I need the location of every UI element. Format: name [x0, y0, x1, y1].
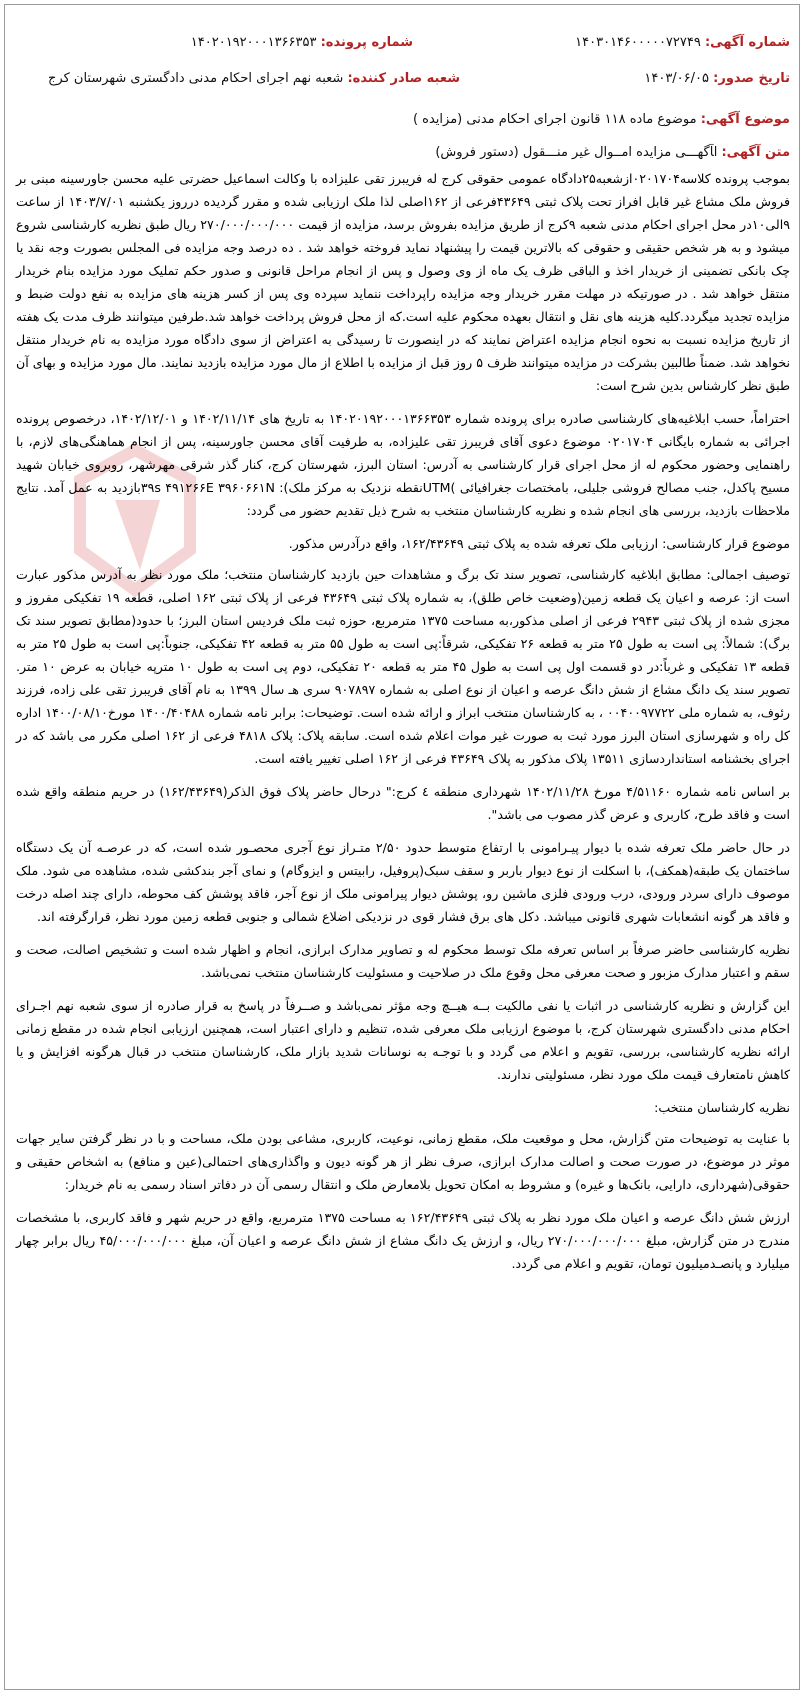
subject: موضوع ماده ۱۱۸ قانون اجرای احکام مدنی (مزایده ): [412, 112, 697, 127]
paragraph-opinion-heading: نظریه کارشناسان منتخب:: [654, 1100, 790, 1115]
paragraph-description: توصیف اجمالی: مطابق ابلاغیه کارشناسی، تصویر سند تک برگ و مشاهدات حین بازدید کارشناسان منتخب؛ ملک مورد نظر به آدرس مذکور عبارت است از: عرصه و اعیان یک قطعه زمین(وضعیت خاص طلق)، به شماره پلاک ثبتی ۴۳۶۴۹ فرعی از پلاک ثبتی ۱۶۲ اصلی، قطعه ۱۹ تفکیکی مفروز و مجزی شده از پلاک ثبتی ۲۹۴۳ فرعی از اصلی مذکور،به مساحت ۱۳۷۵ مترمربع، حوزه ثبت ملک فردیس استان البرز؛ با حدود(مطابق تصویر سند تک برگ): شمالاً: پی است به طول ۲۵ متر به قطعه ۲۶ تفکیکی، شرقاً:پی است به طول ۵۵ متر به قطعه ۴۲ تفکیکی، جنوباً:پی است به طول ۲۵ متر به قطعه ۱۳ تفکیکی و غرباً:در دو قسمت اول پی است به طول ۴۵ متر به قطعه ۲۰ تفکیکی، دوم پی است به طول ۱۰ مترپه خیابان به عرض ۱۰ متر. تصویر سند یک دانگ مشاع از شش دانگ عرصه و اعیان از نوع اصلی به شماره ۹۰۷۸۹۷ سری هـ سال ۱۳۹۹ به نام آقای فریبرز تقی علی زاده، فرزند رئوف، به شماره ملی ۰۰۴۰۰۹۷۷۲۲ ، به کارشناسان منتخب ابراز و ارائه شده است. توضیحات: برابر نامه شماره ۱۴۰۰/۴۰۴۸۸ مورخ۱۴۰۰/۰۸/۱۰ اداره کل راه و شهرسازی استان البرز مورد ثبت به صورت غیر موات اعلام شده است. سابقه پلاک: پلاک ۴۸۱۸ فرعی از ۱۶۲ اصلی مکرر می باشد که در اجرای بخشنامه استانداردسازی ۱۳۵۱۱ پلاک مذکور به پلاک ۴۳۶۴۹ فرعی از ۱۶۲ اصلی تغییر یافته است.: [16, 567, 791, 766]
text-title: اﺂگهـــی مزایده امــوال غیر منـــقول (دستور فروش): [435, 145, 718, 160]
paragraph-building: در حال حاضر ملک تعرفه شده با دیوار پیـرامونی با ارتفاع متوسط حدود ۲/۵۰ متـراز نوع آجری محصـور شده است، که در عرصـه آن یک دستگاه ساختمان یک طبقه(همکف)، با اسکلت از نوع دیوار باربر و سقف سبک(پروفیل، رابیتس و ایزوگام) و نمای آجر بندکشی شده، مشاهده می شود. ملک موصوف دارای سردر ورودی، درب ورودی فلزی ماشین رو، پوشش دیوار پیرامونی ملک از نوع آجر، فاقد پوشش کف محوطه، دارای چند اصله درخت و فاقد هر گونه انشعابات شهری قانونی میباشد. دکل های برق فشار قوی در نزدیکی اضلاع شمالی و جنوبی قطعه زمین مورد نظر، قرارگرفته اند.: [16, 840, 790, 924]
issue-date: ۱۴۰۳/۰۶/۰۵: [644, 71, 709, 86]
paragraph-municipality: بر اساس نامه شماره ۴/۵۱۱۶۰ مورخ ۱۴۰۲/۱۱/۲۸ شهرداری منطقه ٤ کرج:" درحال حاضر پلاک فوق الذکر(۱۶۲/۴۳۶۴۹) در حریم منطقه واقع شده است و فاقد طرح، کاربری و عرض گذر مصوب می باشد".: [16, 784, 790, 822]
issuer: شعبه نهم اجرای احکام مدنی دادگستری شهرستان کرج: [48, 71, 344, 86]
case-number-label: شماره پرونده:: [320, 35, 413, 50]
paragraph-expert-visit: احتراماً، حسب ابلاغیه‌های کارشناسی صادره برای پرونده شماره ۱۴۰۲۰۱۹۲۰۰۰۱۳۶۶۳۵۳ به تاریخ های ۱۴۰۲/۱۱/۱۴ و ۱۴۰۲/۱۲/۰۱، درخصوص پرونده اجرائی به شماره بایگانی ۰۲۰۱۷۰۴ موضوع دعوی آقای فریبرز تقی علیزاده، به طرفیت آقای محسن جاورسینه، پس از انجام هماهنگی‌های لازم، با راهنمایی وحضور محکوم له از محل اجرای قرار کارشناسی به آدرس: استان البرز، شهرستان کرج، کنار گذر شرقی مهرشهر، روبروی خیابان شهید مسیح پاکدل، جنب مصالح فروشی جلیلی، بامختصات جغرافیائی )UTMنقطه نزدیک به مرکز ملک): ۳۹s ۴۹۱۲۶۶E ۳۹۶۰۶۶۱Nبازدید به عمل آمد. نتایج ملاحظات بازدید، بررسی های انجام شده و نظریه کارشناسان منتخب به شرح ذیل تقدیم حضور می گردد:: [16, 411, 791, 518]
issuer-row: [48, 70, 460, 88]
subject-label: موضوع آگهی:: [700, 112, 790, 127]
paragraph-subject: موضوع قرار کارشناسی: ارزیابی ملک تعرفه شده به پلاک ثبتی ۱۶۲/۴۳۶۴۹، واقع درآدرس مذکور.: [288, 536, 790, 551]
text-label: متن آگهی:: [721, 145, 790, 160]
ad-body: [16, 167, 790, 1285]
ad-number-row: [575, 34, 790, 52]
case-number: ۱۴۰۲۰۱۹۲۰۰۰۱۳۶۶۳۵۳: [190, 35, 317, 50]
paragraph-validity: این گزارش و نظریه کارشناسی در اثبات یا نفی مالکیت بــه هیــچ وجه مؤثر نمی‌باشد و صــرفاً در پاسخ به قرار صادره از سوی شعبه نهم اجـرای احکام مدنی دادگستری شهرستان کرج، با موضوع ارزیابی ملک معرفی شده، تنظیم و دارای اعتبار است، همچنین ارزیابی انجام شده در مقطع زمانی ارائه نظریه کارشناسی، بررسی، تقویم و اعلام می گردد و با توجـه به نوسانات شدید بازار ملک، کارشناسان منتخب در قبال هرگونه افزایش و یا کاهش نامتعارف قیمت ملک مورد نظر، مسئولیتی ندارند.: [16, 998, 790, 1082]
subject-row: [413, 111, 790, 129]
case-number-row: [191, 34, 413, 52]
paragraph-valuation: ارزش شش دانگ عرصه و اعیان ملک مورد نظر به پلاک ثبتی ۱۶۲/۴۳۶۴۹ به مساحت ۱۳۷۵ مترمربع، واقع در حریم شهر و فاقد کاربری، با مشخصات مندرج در متن گزارش، مبلغ ۲۷۰/۰۰۰/۰۰۰/۰۰۰ ریال، و ارزش یک دانگ مشاع از شش دانگ عرصه و اعیان آن، مبلغ ۴۵/۰۰۰/۰۰۰/۰۰۰ ریال برابر چهار میلیارد و پانصـدمیلیون تومان، تقویم و اعلام می گردد.: [16, 1210, 790, 1271]
paragraph-opinion-conditions: با عنایت به توضیحات متن گزارش، محل و موقعیت ملک، مقطع زمانی، نوعیت، کاربری، مشاعی بودن ملک، مساحت و با در نظر گرفتن سایر جهات موثر در موضوع، در صورت صحت و اصالت مدارک ابرازی، صرف نظر از هر گونه دیون و واگذاری‌های احتمالی(عین و منافع) به اشخاص حقیقی و حقوقی(شهرداری، دارایی، بانک‌ها و غیره) و مشروط به امکان تحویل بلامعارض ملک و انتقال رسمی آن در دفاتر اسناد رسمی به نام خریدار:: [16, 1131, 790, 1192]
paragraph-auction-terms: بموجب پرونده کلاسه۰۲۰۱۷۰۴ازشعبه۲۵دادگاه عمومی حقوقی کرج له فریبرز تقی علیزاده با وکالت اسماعیل حضرتی علیه محسن جاورسینه مبنی بر فروش ملک مشاع غیر قابل افراز تحت پلاک ثبتی ۴۳۶۴۹فرعی از ۱۶۲اصلی لذا ملک ارزیابی شده و مقرر گردیده درروز یکشنبه ۱۴۰۳/۷/۰۱ از ساعت ۹الی۱۰در محل اجرای احکام مدنی شعبه ۹کرج از طریق مزایده بفروش برسد، مزایده از قیمت ۲۷۰/۰۰۰/۰۰۰/۰۰۰ ریال طبق نظریه کارشناسی شروع میشود و به هر شخص حقیقی و حقوقی که بالاترین قیمت را پیشنهاد نماید فروخته خواهد شد . ده درصد وجه مزایده فی المجلس بصورت وجه نقد یا چک بانکی تضمینی از خریدار اخذ و الباقی ظرف یک ماه از وی وصول و پس از انجام مراحل قانونی و صدور حکم تملیک مورد مزایده بنام خریدار منتقل خواهد شد . در صورتیکه در مهلت مقرر خریدار وجه مزایده راپرداخت ننماید سپرده وی پس از کسر هزینه های مزایده به نفع دولت ضبط و مزایده تجدید میگردد.کلیه هزینه های نقل و انتقال بعهده محکوم علیه است.که از محل فروش پرداخت خواهد شد.طرفین میتوانند ظرف مدت یک هفته از تاریخ مزایده نسبت به نحوه انجام مزایده اعتراض نمایند که در اینصورت تا رسیدگی به اعتراض از سوی دادگاه مورد مزایده به نام خریدار منتقل نخواهد شد. ضمناً طالبین بشرکت در مزایده میتوانند ظرف ۵ روز قبل از مزایده با اطلاع از مال مورد مزایده بازدید نمایند. مال مورد مزایده و بهای آن طبق نظر کارشناس بدین شرح است:: [16, 171, 791, 393]
issue-date-label: تاریخ صدور:: [713, 71, 790, 86]
issue-date-row: [644, 70, 790, 88]
text-title-row: [435, 144, 790, 162]
ad-number-label: شماره آگهی:: [704, 35, 790, 50]
paragraph-disclaimer: نظریه کارشناسی حاضر صرفاً بر اساس تعرفه ملک توسط محکوم له و تصاویر مدارک ابرازی، انجام و اظهار شده است و تشخیص اصالت، صحت و سقم و اعتبار مدارک مزبور و صحت معرفی محل وقوع ملک در صلاحیت و مسئولیت کارشناسان منتخب نمی‌باشد.: [16, 942, 790, 980]
ad-number: ۱۴۰۳۰۱۴۶۰۰۰۰۰۷۲۷۴۹: [575, 35, 701, 50]
issuer-label: شعبه صادر کننده:: [347, 71, 460, 86]
